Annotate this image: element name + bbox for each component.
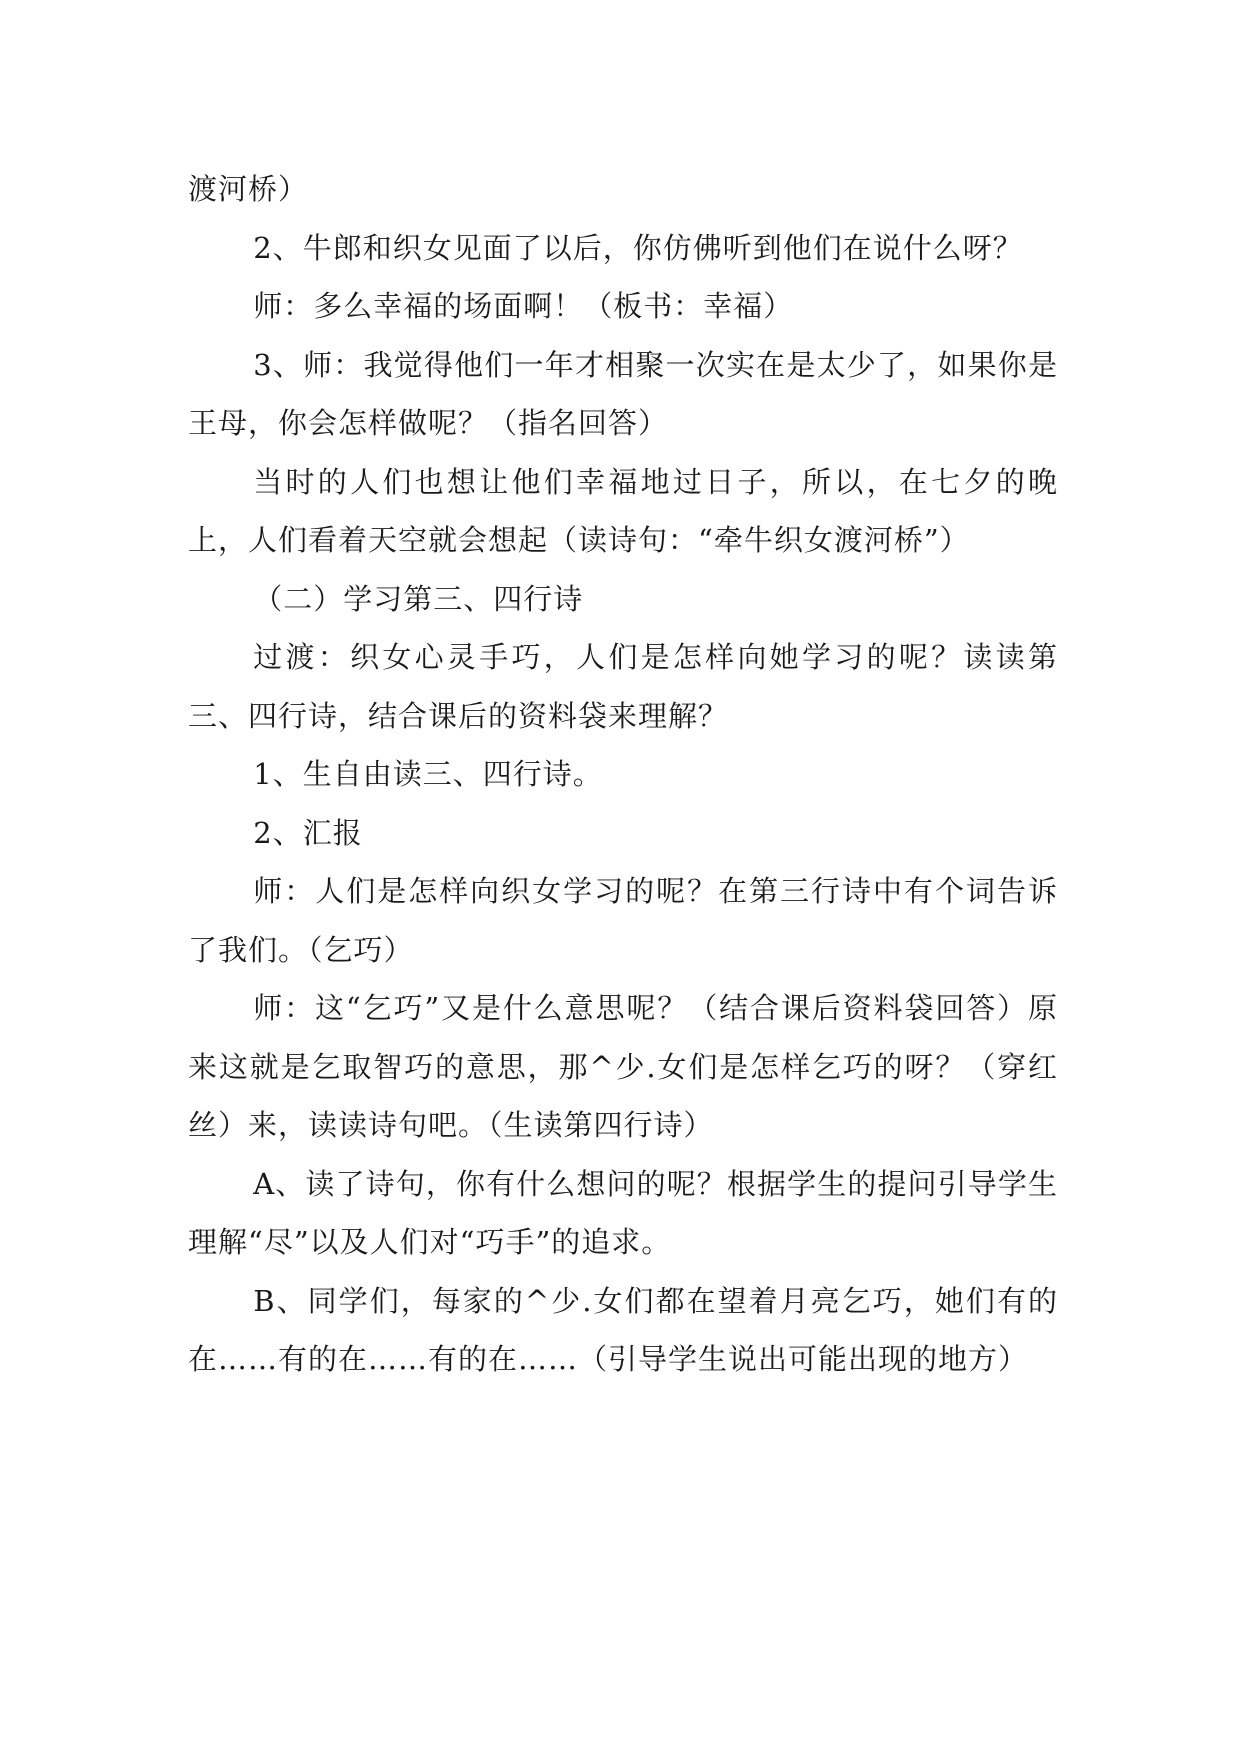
paragraph-step-2: 2、汇报 xyxy=(253,815,363,850)
paragraph-point-a: A、读了诗句，你有什么想问的呢？根据学生的提问引导学生理解“尽”以及人们对“巧手”的追求。 xyxy=(188,1166,1058,1259)
paragraph-item-3: 3、师：我觉得他们一年才相聚一次实在是太少了，如果你是王母，你会怎样做呢？（指名回答） xyxy=(188,347,1058,440)
paragraph-continuation: 渡河桥） xyxy=(188,172,309,206)
paragraph-point-b: B、同学们，每家的^少.女们都在望着月亮乞巧，她们有的在……有的在……有的在……（引导学生说出可能出现的地方） xyxy=(188,1283,1058,1376)
paragraph-teacher-qiqiao: 师：这“乞巧”又是什么意思呢？（结合课后资料袋回答）原来这就是乞取智巧的意思，那^少.女们是怎样乞巧的呀？（穿红丝）来，读读诗句吧。（生读第四行诗） xyxy=(188,991,1058,1142)
paragraph-item-2: 2、牛郎和织女见面了以后，你仿佛听到他们在说什么呀？ xyxy=(253,230,1023,265)
document-body xyxy=(188,160,1058,1389)
paragraph-teacher-question: 师：人们是怎样向织女学习的呢？在第三行诗中有个词告诉了我们。（乞巧） xyxy=(188,874,1058,967)
paragraph-step-1: 1、生自由读三、四行诗。 xyxy=(253,757,603,791)
section-heading: （二）学习第三、四行诗 xyxy=(253,581,584,616)
paragraph-transition: 过渡：织女心灵手巧，人们是怎样向她学习的呢？读读第三、四行诗，结合课后的资料袋来理解？ xyxy=(188,640,1058,733)
paragraph-qixi-night: 当时的人们也想让他们幸福地过日子，所以，在七夕的晚上，人们看着天空就会想起（读诗句：“牵牛织女渡河桥”） xyxy=(188,464,1058,557)
paragraph-teacher-happy: 师：多么幸福的场面啊！（板书：幸福） xyxy=(253,289,794,323)
